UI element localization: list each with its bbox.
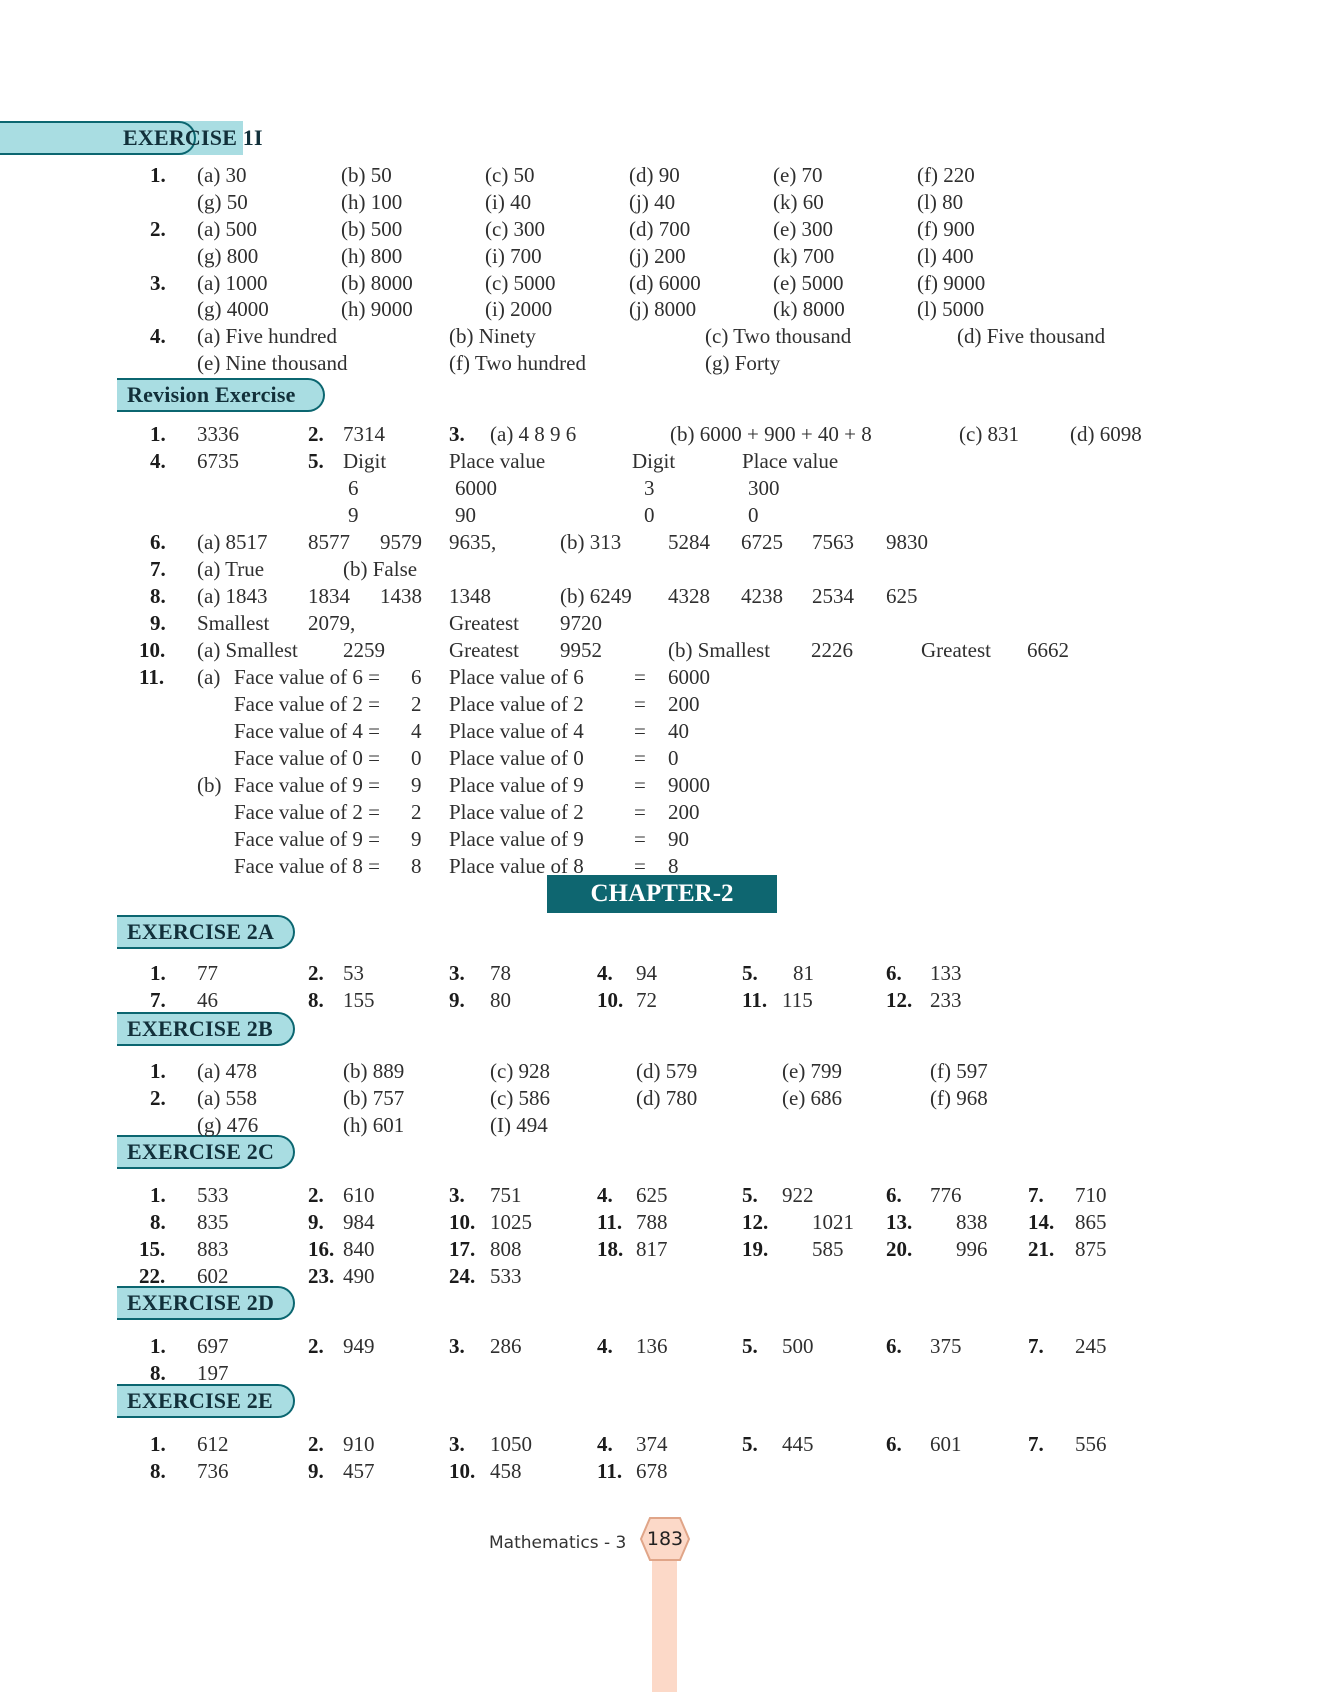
footer-strip xyxy=(652,1560,677,1692)
chapter-2-banner: CHAPTER-2 xyxy=(547,875,777,913)
face-value-label: Face value of 2 = xyxy=(234,692,380,716)
answer-item: 458 xyxy=(490,1459,522,1483)
answer-item: (d) 579 xyxy=(636,1059,698,1083)
question-number: 3. xyxy=(150,271,166,295)
question-number: 6. xyxy=(150,530,166,554)
answer-item: 1050 xyxy=(490,1432,532,1456)
question-number: 10. xyxy=(449,1210,476,1234)
answer-item: (f) 9000 xyxy=(917,271,986,295)
question-number: 6. xyxy=(886,961,902,985)
answer-item: 6725 xyxy=(741,530,783,554)
question-number: 2. xyxy=(308,961,324,985)
exercise-2b-header: EXERCISE 2B xyxy=(117,1012,295,1046)
question-number: 11. xyxy=(742,988,768,1012)
answer-item: (g) 800 xyxy=(197,244,259,268)
answer-item: (b) 889 xyxy=(343,1059,405,1083)
face-value: 6 xyxy=(411,665,422,689)
answer-item: (d) 700 xyxy=(629,217,691,241)
answer-item: 197 xyxy=(197,1361,229,1385)
answer-item: 457 xyxy=(343,1459,375,1483)
answer-item: 72 xyxy=(636,988,657,1012)
question-number: 24. xyxy=(449,1264,476,1288)
table-cell: 0 xyxy=(748,503,759,527)
answer-item: (l) 5000 xyxy=(917,297,985,321)
answer-item: 233 xyxy=(930,988,962,1012)
sub-label: (a) xyxy=(197,665,221,689)
answer-item: 375 xyxy=(930,1334,962,1358)
answer-item: (g) 50 xyxy=(197,190,248,214)
book-title: Mathematics - 3 xyxy=(489,1533,627,1553)
table-cell: 9 xyxy=(348,503,359,527)
question-number: 6. xyxy=(886,1432,902,1456)
revision-exercise-header: Revision Exercise xyxy=(117,378,325,412)
answer-item: 286 xyxy=(490,1334,522,1358)
table-header: Place value xyxy=(449,449,546,473)
answer-item: 697 xyxy=(197,1334,229,1358)
page-number: 183 xyxy=(646,1528,684,1550)
question-number: 12. xyxy=(742,1210,769,1234)
equals-sign: = xyxy=(634,854,646,878)
answer-item: (k) 8000 xyxy=(773,297,845,321)
answer-item: 710 xyxy=(1075,1183,1107,1207)
answer-item: 533 xyxy=(197,1183,229,1207)
question-number: 1. xyxy=(150,163,166,187)
equals-sign: = xyxy=(634,773,646,797)
answer-item: (a) 1843 xyxy=(197,584,268,608)
question-number: 1. xyxy=(150,1183,166,1207)
question-number: 9. xyxy=(308,1459,324,1483)
question-number: 8. xyxy=(150,1210,166,1234)
answer-item: 136 xyxy=(636,1334,668,1358)
place-value-label: Place value of 8 xyxy=(449,854,584,878)
exercise-1i-header: EXERCISE 1I xyxy=(113,121,326,155)
answer-item: 81 xyxy=(793,961,814,985)
face-value: 8 xyxy=(411,854,422,878)
answer-item: 2226 xyxy=(811,638,853,662)
place-value: 40 xyxy=(668,719,689,743)
place-value-label: Place value of 2 xyxy=(449,800,584,824)
question-number: 5. xyxy=(308,449,324,473)
question-number: 11. xyxy=(597,1210,623,1234)
answer-item: (e) 300 xyxy=(773,217,834,241)
table-cell: 3 xyxy=(644,476,655,500)
answer-item: 4238 xyxy=(741,584,783,608)
answer-item: 7314 xyxy=(343,422,385,446)
answer-item: (c) 300 xyxy=(485,217,546,241)
question-number: 8. xyxy=(150,1361,166,1385)
question-number: 3. xyxy=(449,1183,465,1207)
answer-item: 585 xyxy=(812,1237,844,1261)
answer-item: 602 xyxy=(197,1264,229,1288)
question-number: 12. xyxy=(886,988,913,1012)
answer-item: (c) Two thousand xyxy=(705,324,852,348)
answer-item: (d) 90 xyxy=(629,163,680,187)
answer-item: (c) 831 xyxy=(959,422,1020,446)
answer-item: (e) 70 xyxy=(773,163,823,187)
answer-item: (b) 500 xyxy=(341,217,403,241)
answer-item: (j) 8000 xyxy=(629,297,697,321)
equals-sign: = xyxy=(634,719,646,743)
answer-item: (a) True xyxy=(197,557,265,581)
question-number: 5. xyxy=(742,1432,758,1456)
answer-item: 6735 xyxy=(197,449,239,473)
place-value-label: Place value of 2 xyxy=(449,692,584,716)
question-number: 2. xyxy=(308,422,324,446)
question-number: 6. xyxy=(886,1183,902,1207)
equals-sign: = xyxy=(634,827,646,851)
question-number: 2. xyxy=(150,1086,166,1110)
face-value: 0 xyxy=(411,746,422,770)
answer-item: Greatest xyxy=(449,638,519,662)
question-number: 9. xyxy=(308,1210,324,1234)
question-number: 14. xyxy=(1028,1210,1055,1234)
answer-item: (k) 700 xyxy=(773,244,835,268)
answer-item: 625 xyxy=(636,1183,668,1207)
question-number: 4. xyxy=(597,1432,613,1456)
answer-item: Smallest xyxy=(197,611,270,635)
answer-item: 1021 xyxy=(812,1210,854,1234)
answer-item: 922 xyxy=(782,1183,814,1207)
answer-item: 46 xyxy=(197,988,218,1012)
answer-item: 9579 xyxy=(380,530,422,554)
face-value-label: Face value of 4 = xyxy=(234,719,380,743)
answer-item: 788 xyxy=(636,1210,668,1234)
answer-item: 77 xyxy=(197,961,218,985)
place-value: 90 xyxy=(668,827,689,851)
answer-item: 78 xyxy=(490,961,511,985)
answer-item: (a) 558 xyxy=(197,1086,258,1110)
answer-item: 2259 xyxy=(343,638,385,662)
exercise-2e-header: EXERCISE 2E xyxy=(117,1384,295,1418)
answer-item: (e) Nine thousand xyxy=(197,351,348,375)
answer-item: (i) 40 xyxy=(485,190,532,214)
place-value: 6000 xyxy=(668,665,710,689)
answer-item: 9830 xyxy=(886,530,928,554)
answer-item: 949 xyxy=(343,1334,375,1358)
answer-item: (f) 968 xyxy=(930,1086,988,1110)
answer-item: 1834 xyxy=(308,584,350,608)
question-number: 5. xyxy=(742,1183,758,1207)
question-number: 5. xyxy=(742,1334,758,1358)
question-number: 4. xyxy=(597,1334,613,1358)
answer-item: (d) 6098 xyxy=(1070,422,1142,446)
answer-item: (e) 686 xyxy=(782,1086,843,1110)
answer-item: 1438 xyxy=(380,584,422,608)
face-value-label: Face value of 9 = xyxy=(234,827,380,851)
answer-item: (I) 494 xyxy=(490,1113,548,1137)
answer-item: 374 xyxy=(636,1432,668,1456)
question-number: 16. xyxy=(308,1237,335,1261)
question-number: 10. xyxy=(139,638,166,662)
answer-item: 1348 xyxy=(449,584,491,608)
question-number: 7. xyxy=(1028,1183,1044,1207)
place-value: 9000 xyxy=(668,773,710,797)
answer-item: (h) 601 xyxy=(343,1113,405,1137)
question-number: 6. xyxy=(886,1334,902,1358)
question-number: 22. xyxy=(139,1264,166,1288)
question-number: 1. xyxy=(150,1059,166,1083)
face-value: 9 xyxy=(411,773,422,797)
question-number: 9. xyxy=(449,988,465,1012)
question-number: 2. xyxy=(308,1183,324,1207)
question-number: 8. xyxy=(308,988,324,1012)
face-value-label: Face value of 6 = xyxy=(234,665,380,689)
answer-item: (e) 5000 xyxy=(773,271,844,295)
answer-item: 996 xyxy=(956,1237,988,1261)
question-number: 7. xyxy=(1028,1432,1044,1456)
place-value-label: Place value of 4 xyxy=(449,719,584,743)
answer-item: (j) 200 xyxy=(629,244,686,268)
exercise-2d-header: EXERCISE 2D xyxy=(117,1286,295,1320)
answer-item: (b) Ninety xyxy=(449,324,536,348)
answer-item: (c) 928 xyxy=(490,1059,551,1083)
answer-item: (a) 1000 xyxy=(197,271,268,295)
place-value: 200 xyxy=(668,800,700,824)
answer-item: (b) 8000 xyxy=(341,271,413,295)
answer-item: (b) 313 xyxy=(560,530,622,554)
answer-item: (d) 6000 xyxy=(629,271,701,295)
place-value: 0 xyxy=(668,746,679,770)
face-value: 2 xyxy=(411,800,422,824)
place-value: 200 xyxy=(668,692,700,716)
face-value: 4 xyxy=(411,719,422,743)
answer-item: 1025 xyxy=(490,1210,532,1234)
face-value-label: Face value of 2 = xyxy=(234,800,380,824)
answer-item: (k) 60 xyxy=(773,190,824,214)
answer-item: 445 xyxy=(782,1432,814,1456)
question-number: 17. xyxy=(449,1237,476,1261)
sub-label: (b) xyxy=(197,773,222,797)
table-header: Place value xyxy=(742,449,839,473)
answer-item: 601 xyxy=(930,1432,962,1456)
answer-item: (b) 757 xyxy=(343,1086,405,1110)
answer-item: 625 xyxy=(886,584,918,608)
equals-sign: = xyxy=(634,665,646,689)
answer-item: 984 xyxy=(343,1210,375,1234)
question-number: 2. xyxy=(150,217,166,241)
question-number: 8. xyxy=(150,1459,166,1483)
answer-item: 9635, xyxy=(449,530,497,554)
answer-item: 6662 xyxy=(1027,638,1069,662)
question-number: 4. xyxy=(150,324,166,348)
answer-item: (c) 586 xyxy=(490,1086,551,1110)
question-number: 1. xyxy=(150,1334,166,1358)
answer-item: 9720 xyxy=(560,611,602,635)
question-number: 3. xyxy=(449,1334,465,1358)
answer-item: 817 xyxy=(636,1237,668,1261)
answer-item: (a) Smallest xyxy=(197,638,298,662)
answer-item: (j) 40 xyxy=(629,190,676,214)
answer-item: 875 xyxy=(1075,1237,1107,1261)
question-number: 4. xyxy=(150,449,166,473)
question-number: 13. xyxy=(886,1210,913,1234)
question-number: 4. xyxy=(597,961,613,985)
answer-item: (i) 2000 xyxy=(485,297,553,321)
place-value-label: Place value of 6 xyxy=(449,665,584,689)
question-number: 20. xyxy=(886,1237,913,1261)
answer-item: (a) 500 xyxy=(197,217,258,241)
equals-sign: = xyxy=(634,800,646,824)
equals-sign: = xyxy=(634,692,646,716)
answer-item: (h) 9000 xyxy=(341,297,413,321)
answer-item: 865 xyxy=(1075,1210,1107,1234)
answer-item: 556 xyxy=(1075,1432,1107,1456)
question-number: 1. xyxy=(150,961,166,985)
answer-item: 155 xyxy=(343,988,375,1012)
equals-sign: = xyxy=(634,746,646,770)
answer-item: (a) 8517 xyxy=(197,530,268,554)
question-number: 5. xyxy=(742,961,758,985)
answer-item: 4328 xyxy=(668,584,710,608)
answer-item: (a) 478 xyxy=(197,1059,258,1083)
question-number: 10. xyxy=(449,1459,476,1483)
answer-item: Greatest xyxy=(921,638,991,662)
question-number: 7. xyxy=(150,988,166,1012)
table-cell: 90 xyxy=(455,503,476,527)
exercise-2c-header: EXERCISE 2C xyxy=(117,1135,295,1169)
answer-item: 736 xyxy=(197,1459,229,1483)
question-number: 21. xyxy=(1028,1237,1055,1261)
answer-item: (b) 50 xyxy=(341,163,392,187)
question-number: 15. xyxy=(139,1237,166,1261)
question-number: 7. xyxy=(1028,1334,1044,1358)
answer-item: (g) 4000 xyxy=(197,297,269,321)
face-value-label: Face value of 8 = xyxy=(234,854,380,878)
answer-item: (i) 700 xyxy=(485,244,542,268)
table-cell: 6 xyxy=(348,476,359,500)
question-number: 9. xyxy=(150,611,166,635)
question-number: 3. xyxy=(449,1432,465,1456)
table-cell: 300 xyxy=(748,476,780,500)
place-value-label: Place value of 9 xyxy=(449,773,584,797)
answer-item: 8577 xyxy=(308,530,350,554)
answer-item: 80 xyxy=(490,988,511,1012)
answer-item: 835 xyxy=(197,1210,229,1234)
question-number: 18. xyxy=(597,1237,624,1261)
question-number: 1. xyxy=(150,422,166,446)
question-number: 19. xyxy=(742,1237,769,1261)
table-header: Digit xyxy=(632,449,676,473)
question-number: 10. xyxy=(597,988,624,1012)
answer-item: (d) 780 xyxy=(636,1086,698,1110)
answer-item: 612 xyxy=(197,1432,229,1456)
answer-item: 94 xyxy=(636,961,657,985)
table-cell: 6000 xyxy=(455,476,497,500)
answer-item: 808 xyxy=(490,1237,522,1261)
face-value-label: Face value of 9 = xyxy=(234,773,380,797)
answer-item: (g) Forty xyxy=(705,351,781,375)
answer-item: 500 xyxy=(782,1334,814,1358)
answer-item: (f) 597 xyxy=(930,1059,988,1083)
answer-item: (b) Smallest xyxy=(668,638,771,662)
question-number: 3. xyxy=(449,422,465,446)
question-number: 3. xyxy=(449,961,465,985)
answer-item: (f) Two hundred xyxy=(449,351,586,375)
answer-item: (h) 100 xyxy=(341,190,403,214)
answer-item: 776 xyxy=(930,1183,962,1207)
answer-item: (a) 30 xyxy=(197,163,247,187)
answer-item: 7563 xyxy=(812,530,854,554)
face-value: 2 xyxy=(411,692,422,716)
table-header: Digit xyxy=(343,449,387,473)
table-cell: 0 xyxy=(644,503,655,527)
answer-item: (d) Five thousand xyxy=(957,324,1106,348)
answer-item: (f) 900 xyxy=(917,217,975,241)
answer-item: 610 xyxy=(343,1183,375,1207)
answer-item: 533 xyxy=(490,1264,522,1288)
answer-item: (g) 476 xyxy=(197,1113,259,1137)
question-number: 2. xyxy=(308,1432,324,1456)
answer-item: (l) 400 xyxy=(917,244,974,268)
face-value: 9 xyxy=(411,827,422,851)
question-number: 7. xyxy=(150,557,166,581)
answer-item: (h) 800 xyxy=(341,244,403,268)
question-number: 11. xyxy=(597,1459,623,1483)
answer-item: (b) False xyxy=(343,557,418,581)
answer-item: 910 xyxy=(343,1432,375,1456)
answer-item: (b) 6249 xyxy=(560,584,632,608)
question-number: 8. xyxy=(150,584,166,608)
answer-item: (b) 6000 + 900 + 40 + 8 xyxy=(670,422,872,446)
answer-item: 3336 xyxy=(197,422,239,446)
answer-item: 883 xyxy=(197,1237,229,1261)
answer-item: 2534 xyxy=(812,584,854,608)
answer-item: 53 xyxy=(343,961,364,985)
exercise-2a-header: EXERCISE 2A xyxy=(117,915,295,949)
answer-item: 838 xyxy=(956,1210,988,1234)
place-value-label: Place value of 9 xyxy=(449,827,584,851)
face-value-label: Face value of 0 = xyxy=(234,746,380,770)
answer-item: 678 xyxy=(636,1459,668,1483)
answer-item: 751 xyxy=(490,1183,522,1207)
answer-item: 5284 xyxy=(668,530,710,554)
question-number: 2. xyxy=(308,1334,324,1358)
answer-item: 490 xyxy=(343,1264,375,1288)
question-number: 4. xyxy=(597,1183,613,1207)
answer-item: (c) 5000 xyxy=(485,271,556,295)
answer-item: (a) Five hundred xyxy=(197,324,337,348)
answer-item: Greatest xyxy=(449,611,519,635)
answer-item: (a) 4 8 9 6 xyxy=(490,422,577,446)
answer-item: 133 xyxy=(930,961,962,985)
answer-item: 245 xyxy=(1075,1334,1107,1358)
place-value: 8 xyxy=(668,854,679,878)
question-number: 11. xyxy=(139,665,165,689)
answer-item: (f) 220 xyxy=(917,163,975,187)
answer-item: 9952 xyxy=(560,638,602,662)
answer-item: (e) 799 xyxy=(782,1059,843,1083)
answer-item: (c) 50 xyxy=(485,163,535,187)
answer-item: (l) 80 xyxy=(917,190,964,214)
answer-item: 115 xyxy=(782,988,813,1012)
answer-item: 840 xyxy=(343,1237,375,1261)
place-value-label: Place value of 0 xyxy=(449,746,584,770)
answer-item: 2079, xyxy=(308,611,356,635)
question-number: 23. xyxy=(308,1264,335,1288)
question-number: 1. xyxy=(150,1432,166,1456)
